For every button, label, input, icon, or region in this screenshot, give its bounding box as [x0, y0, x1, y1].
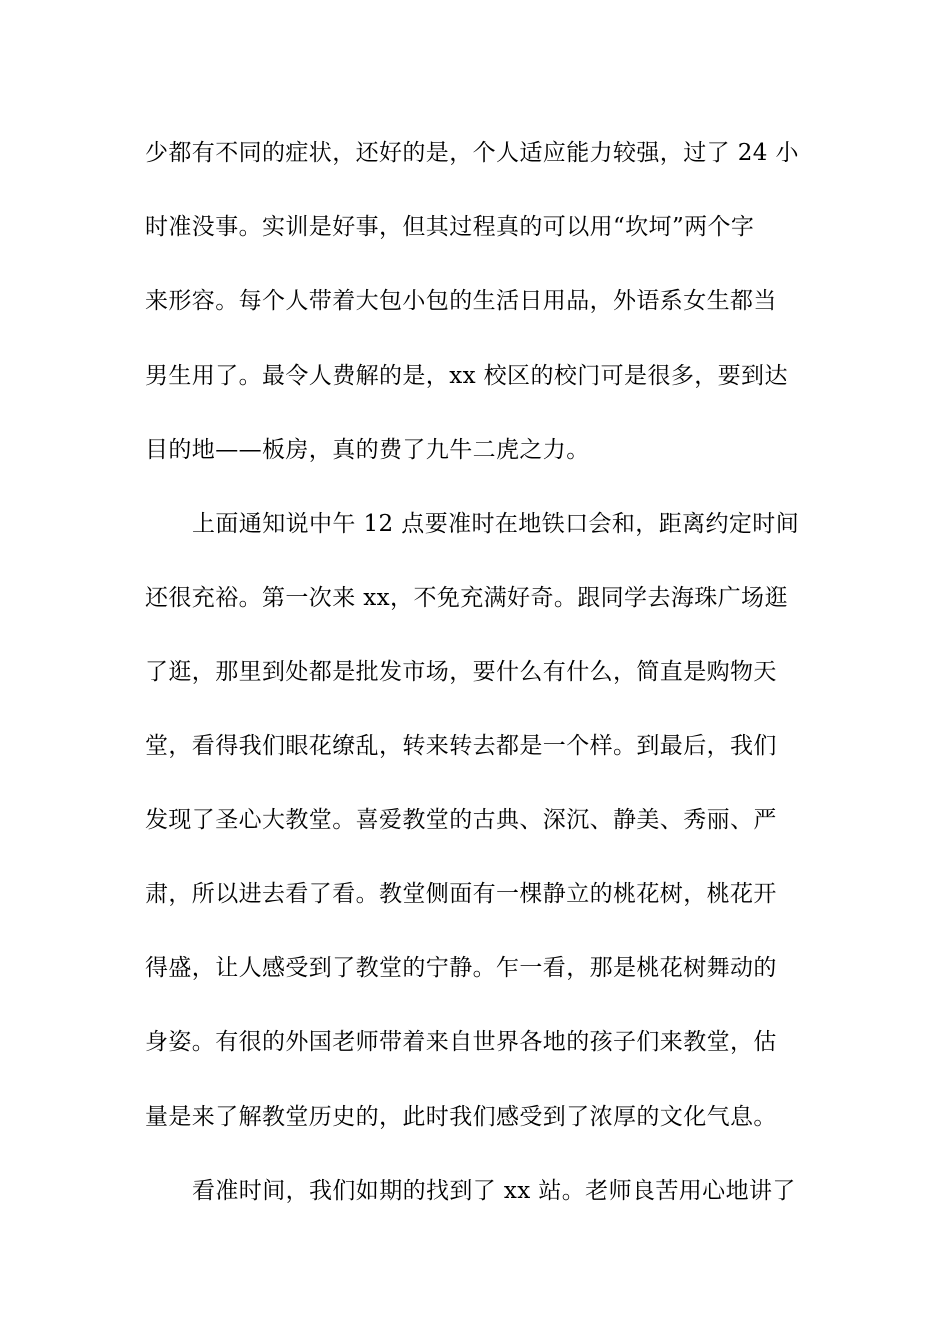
- text-line: 肃，所以进去看了看。教堂侧面有一棵静立的桃花树，桃花开: [145, 881, 777, 907]
- text-line: 堂，看得我们眼花缭乱，转来转去都是一个样。到最后，我们: [145, 733, 777, 759]
- text-line: 了逛，那里到处都是批发市场，要什么有什么，简直是购物天: [145, 659, 777, 685]
- text-line: 得盛，让人感受到了教堂的宁静。乍一看，那是桃花树舞动的: [145, 955, 777, 981]
- text-line: 男生用了。最令人费解的是，xx 校区的校门可是很多，要到达: [145, 363, 788, 389]
- text-line: 时准没事。实训是好事，但其过程真的可以用“坎坷”两个字: [145, 214, 755, 240]
- paragraph-first-line: 看准时间，我们如期的找到了 xx 站。老师良苦用心地讲了: [192, 1178, 796, 1204]
- text-line: 身姿。有很的外国老师带着来自世界各地的孩子们来教堂，估: [145, 1029, 777, 1055]
- text-line: 发现了圣心大教堂。喜爱教堂的古典、深沉、静美、秀丽、严: [145, 807, 777, 833]
- text-line: 来形容。每个人带着大包小包的生活日用品，外语系女生都当: [145, 288, 777, 314]
- text-line: 少都有不同的症状，还好的是，个人适应能力较强，过了 24 小: [145, 140, 799, 166]
- text-line: 量是来了解教堂历史的，此时我们感受到了浓厚的文化气息。: [145, 1104, 777, 1130]
- text-line: 目的地——板房，真的费了九牛二虎之力。: [145, 437, 590, 463]
- text-line: 还很充裕。第一次来 xx，不免充满好奇。跟同学去海珠广场逛: [145, 585, 788, 611]
- paragraph-first-line: 上面通知说中午 12 点要准时在地铁口会和，距离约定时间: [192, 511, 800, 537]
